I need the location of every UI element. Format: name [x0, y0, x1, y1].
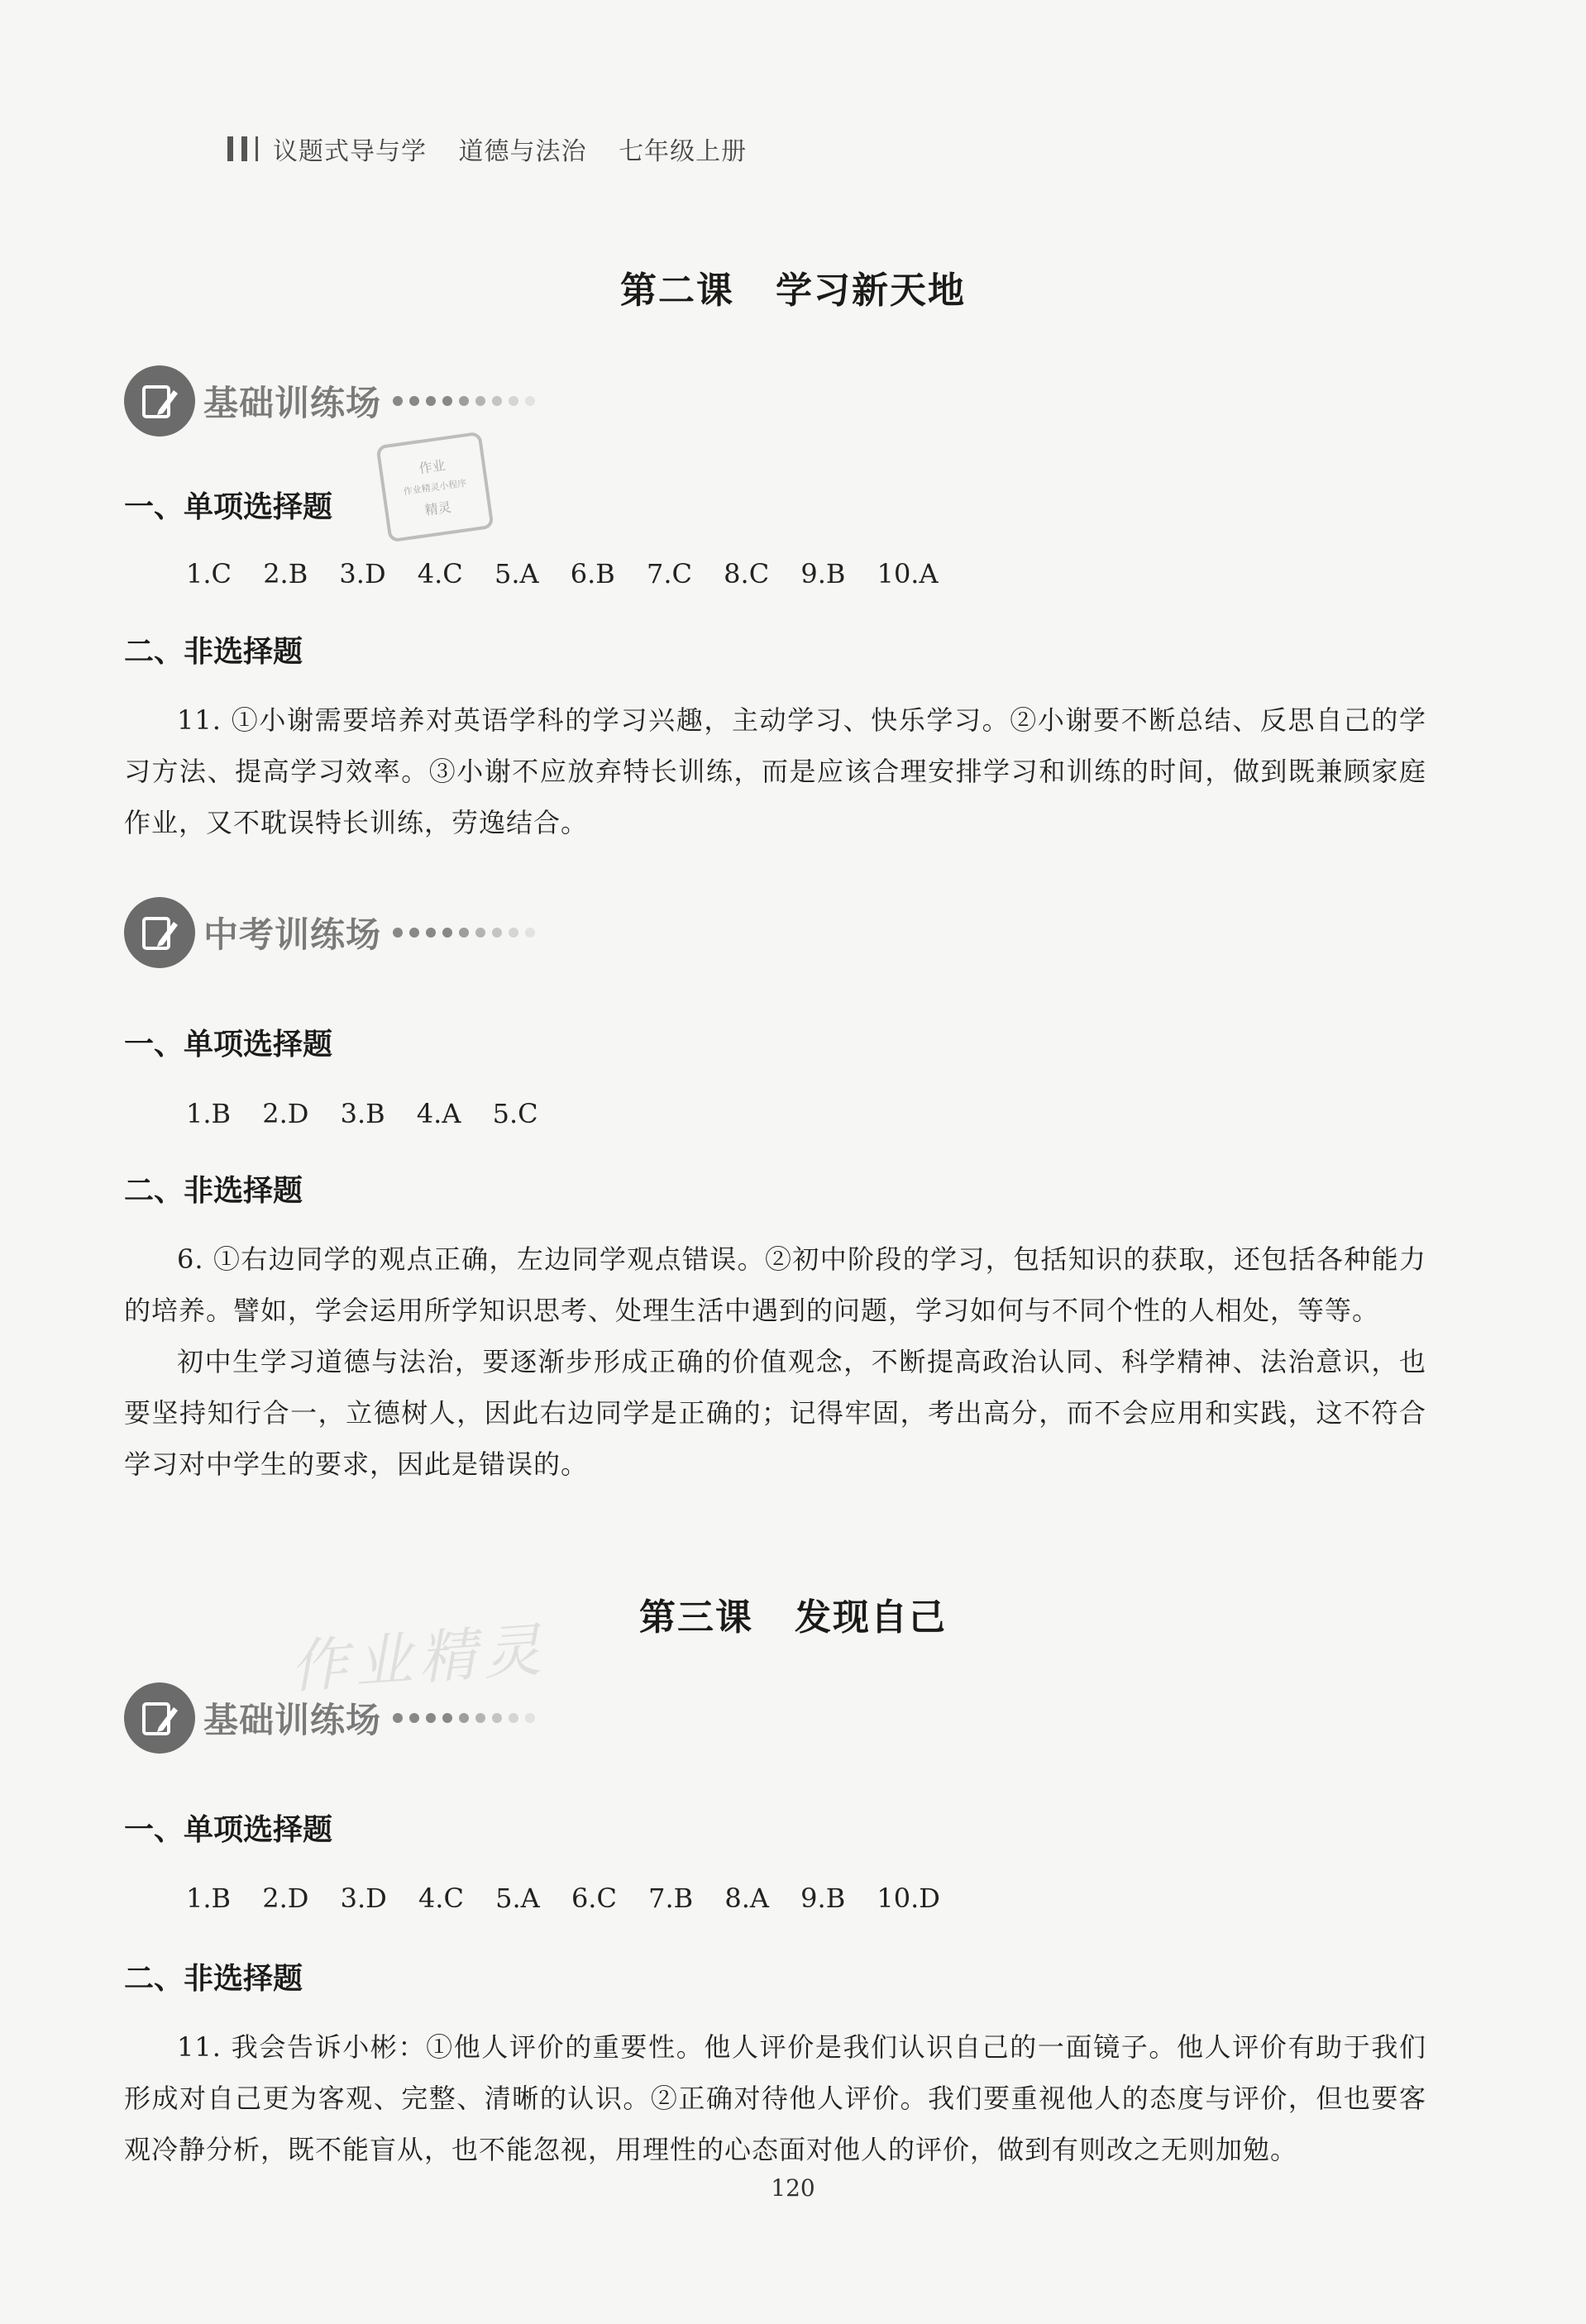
l2-exam-mc-answers [186, 1098, 561, 1129]
answer-item: 8.C [724, 558, 770, 589]
answer-item: 4.A [416, 1098, 461, 1129]
answer-item: 5.C [492, 1098, 538, 1129]
answer-item: 2.B [263, 558, 308, 589]
header-subject: 道德与法治 [458, 137, 587, 166]
answer-item: 7.C [646, 558, 692, 589]
answer-item: 10.D [877, 1883, 940, 1914]
l2-basic-q2-heading: 二、非选择题 [124, 635, 303, 669]
header-bars-decoration [227, 136, 258, 161]
l2-exam-q1-heading: 一、单项选择题 [124, 1028, 333, 1062]
answer-item: 8.A [724, 1883, 769, 1914]
l3-basic-q2-heading: 二、非选择题 [124, 1962, 303, 1996]
lesson-3-title [0, 1587, 1586, 1640]
banner-exam-training-l2 [124, 895, 535, 970]
answer-item: 7.B [648, 1883, 694, 1914]
l2-basic-mc-answers [186, 558, 962, 589]
lesson-2-name: 学习新天地 [776, 270, 966, 312]
answer-item: 10.A [877, 558, 939, 589]
l2-basic-q11-answer: 11. ①小谢需要培养对英语学科的学习兴趣，主动学习、快乐学习。②小谢要不断总结、反思自己的学习方法、提高学习效率。③小谢不应放弃特长训练，而是应该合理安排学习和训练的时间，做到既兼顾家庭作业，又不耽误特长训练，劳逸结合。 [124, 704, 1426, 838]
answer-item: 1.B [186, 1098, 232, 1129]
l3-basic-q1-heading: 一、单项选择题 [124, 1813, 333, 1847]
lesson-3-name: 发现自己 [795, 1596, 947, 1639]
watermark-text: 作业精灵 [287, 1615, 550, 1701]
answer-item: 1.C [186, 558, 232, 589]
lesson-2-number: 第二课 [620, 270, 734, 312]
banner-basic-training-l3 [124, 1681, 535, 1755]
answer-item: 2.D [262, 1883, 309, 1914]
banner-label: 中考训练场 [203, 914, 382, 955]
banner-dots-decoration [393, 928, 535, 938]
l3-basic-mc-answers [186, 1883, 963, 1914]
answer-item: 4.C [418, 1883, 464, 1914]
header-grade: 七年级上册 [619, 137, 748, 166]
answer-item: 9.B [800, 558, 846, 589]
answer-item: 3.B [340, 1098, 385, 1129]
lesson-3-number: 第三课 [639, 1596, 753, 1639]
answer-item: 3.D [339, 558, 386, 589]
answer-item: 1.B [186, 1883, 232, 1914]
banner-dots-decoration [393, 1713, 535, 1723]
answer-item: 3.D [340, 1883, 387, 1914]
answer-item: 9.B [800, 1883, 846, 1914]
header-series: 议题式导与学 [273, 137, 427, 166]
banner-label: 基础训练场 [203, 1700, 382, 1740]
l2-exam-q6-answer: 6. ①右边同学的观点正确，左边同学观点错误。②初中阶段的学习，包括知识的获取，还包括各种能力的培养。譬如，学会运用所学知识思考、处理生活中遇到的问题，学习如何与不同个性的人相处，等等。 初中生学习道德与法治，要逐渐步形成正确的价值观念，不断提高政治认同、科学精神、法治意识，也要坚持知行合一，立德树人，因此右边同学是正确的；记得牢固，考出高分，而不会应用和实践，这不符合学习对中学生的要求，因此是错误的。 [124, 1243, 1426, 1480]
answer-item: 5.A [495, 1883, 540, 1914]
answer-item: 6.B [570, 558, 615, 589]
pencil-note-icon [124, 1682, 195, 1754]
l3-basic-q11-answer: 11. 我会告诉小彬：①他人评价的重要性。他人评价是我们认识自己的一面镜子。他人评价有助于我们形成对自己更为客观、完整、清晰的认识。②正确对待他人评价。我们要重视他人的态度与评价，但也要客观冷静分析，既不能盲从，也不能忽视，用理性的心态面对他人的评价，做到有则改之无则加勉。 [124, 2031, 1426, 2165]
banner-label: 基础训练场 [203, 383, 382, 423]
pencil-note-icon [124, 365, 195, 437]
page-number: 120 [771, 2174, 815, 2202]
answer-item: 6.C [571, 1883, 617, 1914]
l2-basic-q1-heading: 一、单项选择题 [124, 490, 333, 524]
pencil-note-icon [124, 897, 195, 968]
running-header [227, 131, 770, 167]
banner-dots-decoration [393, 396, 535, 406]
answer-item: 2.D [262, 1098, 309, 1129]
lesson-2-title [0, 260, 1586, 313]
l2-exam-q2-heading: 二、非选择题 [124, 1174, 303, 1208]
answer-item: 4.C [417, 558, 463, 589]
banner-basic-training-l2 [124, 364, 535, 438]
watermark-stamp: 作业 作业精灵小程序 精灵 [375, 432, 494, 543]
answer-item: 5.A [494, 558, 539, 589]
